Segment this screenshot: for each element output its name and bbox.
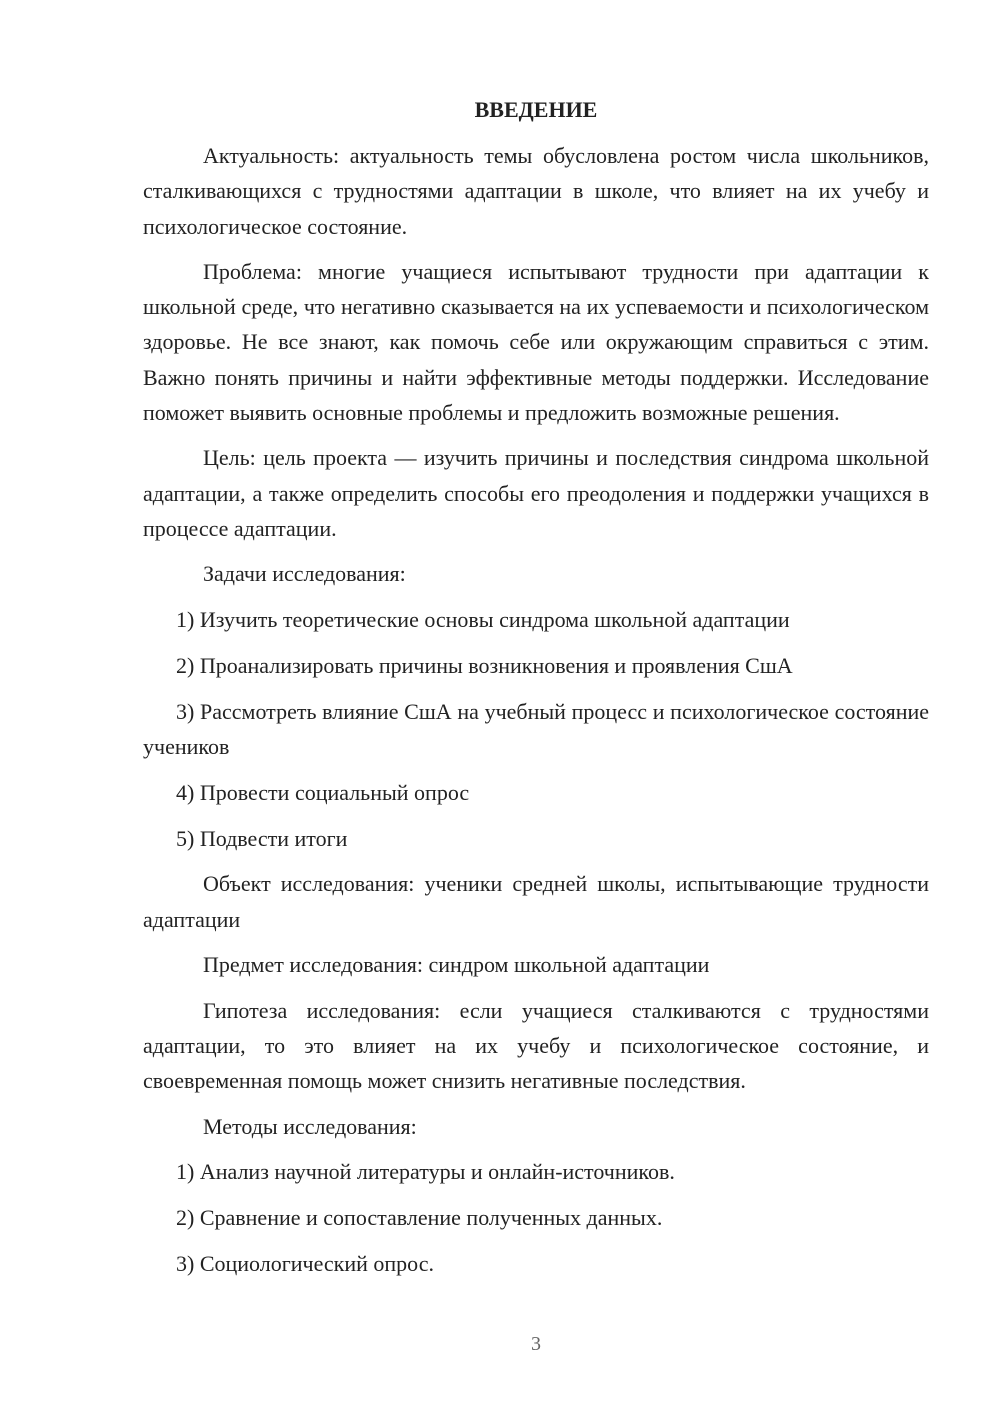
- paragraph-hypothesis: Гипотеза исследования: если учащиеся сталкиваются с трудностями адаптации, то это влияет на их учебу и психологическое состояние, и своевременная помощь может снизить негативные последствия.: [143, 997, 929, 1094]
- task-item-4: 4) Провести социальный опрос: [176, 779, 470, 805]
- paragraph-subject: Предмет исследования: синдром школьной адаптации: [203, 951, 710, 977]
- paragraph-problem: Проблема: многие учащиеся испытывают трудности при адаптации к школьной среде, что негативно сказывается на их успеваемости и психологическом здоровье. Не все знают, как помочь себе или окружающим справиться с этим. Важно понять причины и найти эффективные методы поддержки. Исследование поможет выявить основные проблемы и предложить возможные решения.: [143, 258, 929, 426]
- page-number: 3: [531, 1333, 541, 1355]
- method-item-1: 1) Анализ научной литературы и онлайн-источников.: [176, 1159, 675, 1185]
- page-title: ВВЕДЕНИЕ: [474, 97, 598, 122]
- method-item-3: 3) Социологический опрос.: [176, 1251, 434, 1277]
- paragraph-relevance: Актуальность: актуальность темы обусловлена ростом числа школьников, сталкивающихся с трудностями адаптации в школе, что влияет на их учебу и психологическое состояние.: [143, 143, 929, 239]
- paragraph-goal: Цель: цель проекта — изучить причины и последствия синдрома школьной адаптации, а также определить способы его преодоления и поддержки учащихся в процессе адаптации.: [143, 445, 929, 541]
- task-item-1: 1) Изучить теоретические основы синдрома школьной адаптации: [176, 607, 790, 633]
- paragraph-object: Объект исследования: ученики средней школы, испытывающие трудности адаптации: [143, 871, 929, 932]
- task-item-3: 3) Рассмотреть влияние СшА на учебный процесс и психологическое состояние учеников: [143, 698, 929, 759]
- task-item-5: 5) Подвести итоги: [176, 825, 348, 851]
- method-item-2: 2) Сравнение и сопоставление полученных данных.: [176, 1205, 663, 1231]
- methods-label: Методы исследования:: [203, 1113, 417, 1139]
- tasks-label: Задачи исследования:: [203, 561, 406, 587]
- task-item-2: 2) Проанализировать причины возникновения и проявления СшА: [176, 652, 793, 678]
- document-page: [143, 92, 929, 1292]
